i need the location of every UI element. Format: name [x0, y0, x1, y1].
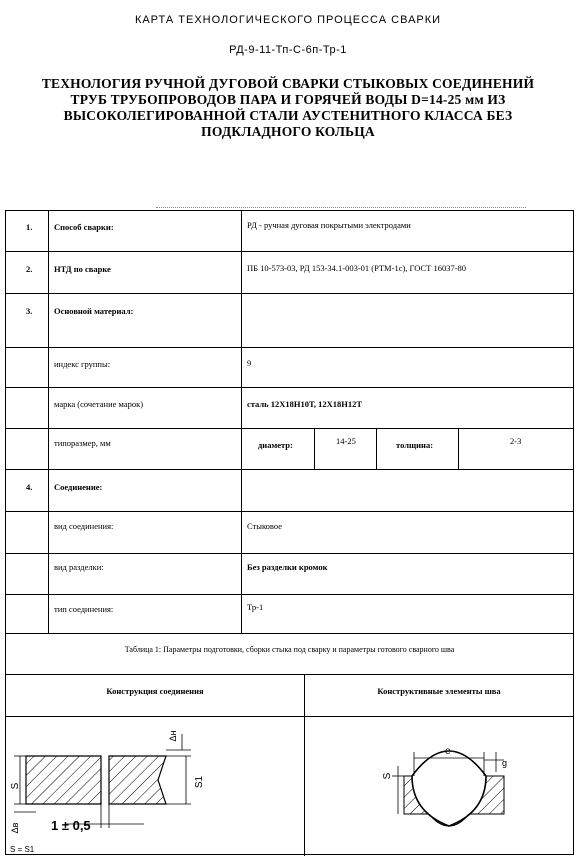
table1-col-right: Конструктивные элементы шва [377, 686, 501, 696]
steel-grade-label: марка (сочетание марок) [54, 399, 144, 409]
joint-type-value: Тр-1 [247, 602, 264, 612]
cell-divider [458, 428, 459, 469]
col-divider [48, 211, 49, 633]
row-number: 1. [26, 222, 33, 232]
table1-caption: Таблица 1: Параметры подготовки, сборки стыка под сварку и параметры готового сварного шва [124, 645, 455, 654]
row-divider [6, 347, 573, 348]
dim-s1: S1 [194, 775, 205, 789]
row-divider [6, 511, 573, 512]
welding-method-label: Способ сварки: [54, 222, 114, 232]
size-label: типоразмер, мм [54, 438, 111, 448]
top-dotted-line [156, 207, 526, 211]
thickness-label: толщина: [396, 440, 434, 450]
ntd-value: ПБ 10-573-03, РД 153-34.1-003-01 (РТМ-1с), ГОСТ 16037-80 [247, 263, 467, 273]
bevel-label: вид разделки: [54, 562, 104, 572]
row-divider [6, 553, 573, 554]
row-divider [6, 293, 573, 294]
row-divider [6, 594, 573, 595]
row-divider [6, 428, 573, 429]
row-number: 4. [26, 482, 33, 492]
row-number: 2. [26, 264, 33, 274]
dim-g: g [502, 758, 508, 768]
welding-method-value: РД - ручная дуговая покрытыми электродами [247, 220, 411, 230]
dim-delta-b: Δв [10, 822, 20, 834]
formula: S = S1 [10, 845, 35, 854]
joint-label: Соединение: [54, 482, 103, 492]
row-divider [6, 469, 573, 470]
diameter-label: диаметр: [258, 440, 293, 450]
title-line: ТЕХНОЛОГИЯ РУЧНОЙ ДУГОВОЙ СВАРКИ СТЫКОВЫХ СОЕДИНЕНИЙ [41, 76, 535, 91]
group-index-label: индекс группы: [54, 359, 111, 369]
title-line: ТРУБ ТРУБОПРОВОДОВ ПАРА И ГОРЯЧЕЙ ВОДЫ D=14-25 мм ИЗ [70, 92, 506, 107]
ntd-label: НТД по сварке [54, 264, 111, 274]
dim-s: S [10, 782, 21, 790]
joint-construction-drawing [6, 716, 304, 855]
col-divider [241, 211, 242, 633]
table1-col-left: Конструкция соединения [106, 686, 204, 696]
group-index-value: 9 [247, 358, 252, 368]
steel-grade-value: сталь 12Х18Н10Т, 12Х18Н12Т [247, 399, 363, 409]
title-line: ВЫСОКОЛЕГИРОВАННОЙ СТАЛИ АУСТЕНИТНОГО КЛАССА БЕЗ [63, 108, 513, 123]
diameter-value: 14-25 [336, 436, 356, 446]
row-divider [6, 387, 573, 388]
dim-e: e [445, 746, 451, 757]
base-material-label: Основной материал: [54, 306, 134, 316]
thickness-value: 2-3 [510, 436, 522, 446]
connection-type-label: вид соединения: [54, 521, 114, 531]
dim-delta-h: Δн [168, 730, 178, 742]
row-divider [6, 674, 573, 675]
dim-s-right: S [382, 772, 393, 780]
joint-type-label: тип соединения: [54, 604, 114, 614]
dim-gap: 1 ± 0,5 [51, 818, 91, 833]
card-title: КАРТА ТЕХНОЛОГИЧЕСКОГО ПРОЦЕССА СВАРКИ [134, 14, 442, 26]
weld-elements-drawing [304, 716, 574, 855]
row-divider [6, 633, 573, 634]
document-title [10, 76, 566, 140]
cell-divider [376, 428, 377, 469]
process-card-table [5, 210, 574, 855]
connection-type-value: Стыковое [247, 521, 283, 531]
row-number: 3. [26, 306, 33, 316]
cell-divider [314, 428, 315, 469]
bevel-value: Без разделки кромок [247, 562, 328, 572]
card-code: РД-9-11-Тп-С-6п-Тр-1 [229, 44, 347, 56]
title-line: ПОДКЛАДНОГО КОЛЬЦА [201, 124, 375, 139]
row-divider [6, 251, 573, 252]
